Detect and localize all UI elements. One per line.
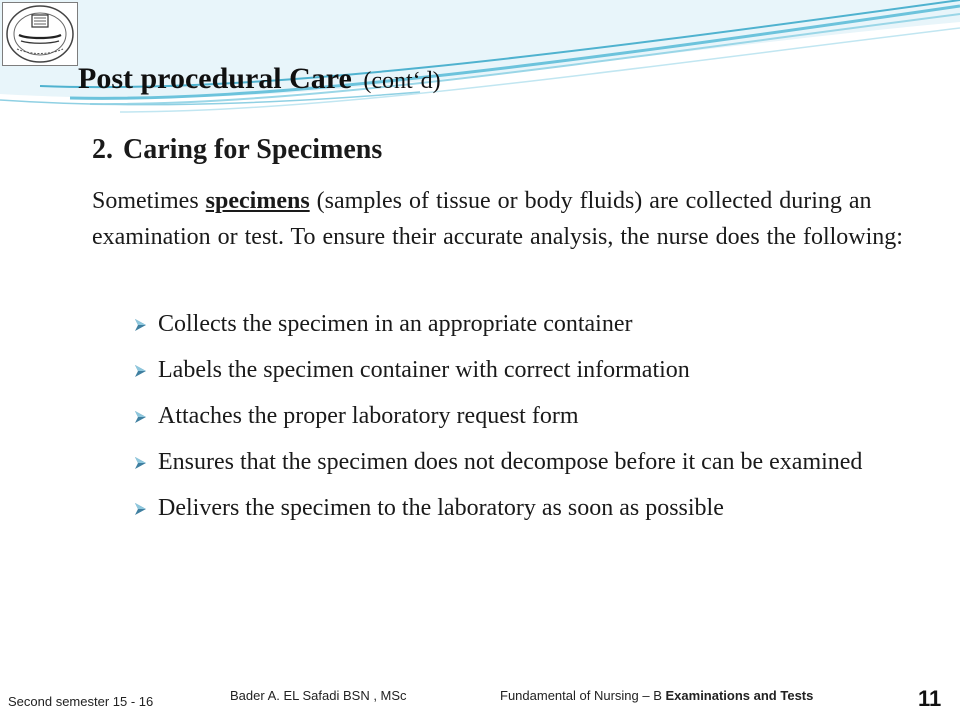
arrow-bullet-icon: [133, 318, 147, 332]
arrow-bullet-icon: [133, 364, 147, 378]
slide-title-main: Post procedural Care: [78, 62, 352, 95]
list-item-text: Delivers the specimen to the laboratory as soon as possible: [158, 495, 724, 521]
intro-text-before: Sometimes: [92, 188, 206, 214]
footer-course: [500, 688, 813, 703]
university-logo: [2, 2, 78, 66]
intro-text-after: (samples of tissue or body fluids) are collected during an examination or test. To ensure their accurate analysis, the nurse does the following:: [92, 188, 903, 250]
university-seal-logo: [3, 3, 77, 65]
list-item: [133, 444, 923, 480]
section-heading-text: Caring for Specimens: [123, 134, 383, 165]
slide-title: [78, 62, 441, 96]
list-item-text: Collects the specimen in an appropriate container: [158, 311, 633, 337]
footer-course-topic: Examinations and Tests: [665, 688, 814, 703]
list-item-text: Attaches the proper laboratory request form: [158, 403, 579, 429]
list-item: [133, 398, 923, 434]
arrow-bullet-icon: [133, 502, 147, 516]
list-item-text: Ensures that the specimen does not decompose before it can be examined: [158, 449, 863, 475]
list-item-text: Labels the specimen container with correct information: [158, 357, 690, 383]
arrow-bullet-icon: [133, 410, 147, 424]
intro-paragraph: [92, 183, 922, 255]
section-number: 2.: [92, 134, 113, 165]
procedure-bullet-list: [133, 306, 923, 536]
slide-number: 11: [918, 686, 942, 711]
footer-semester: Second semester 15 - 16: [8, 694, 154, 709]
list-item: [133, 306, 923, 342]
arrow-bullet-icon: [133, 456, 147, 470]
list-item: [133, 490, 923, 526]
section-heading: [92, 134, 382, 166]
footer-course-name: Fundamental of Nursing – B: [500, 688, 662, 703]
slide-title-continued: (cont‘d): [363, 68, 441, 94]
intro-keyword: specimens: [205, 188, 310, 214]
list-item: [133, 352, 923, 388]
footer-author: Bader A. EL Safadi BSN , MSc: [230, 688, 407, 703]
